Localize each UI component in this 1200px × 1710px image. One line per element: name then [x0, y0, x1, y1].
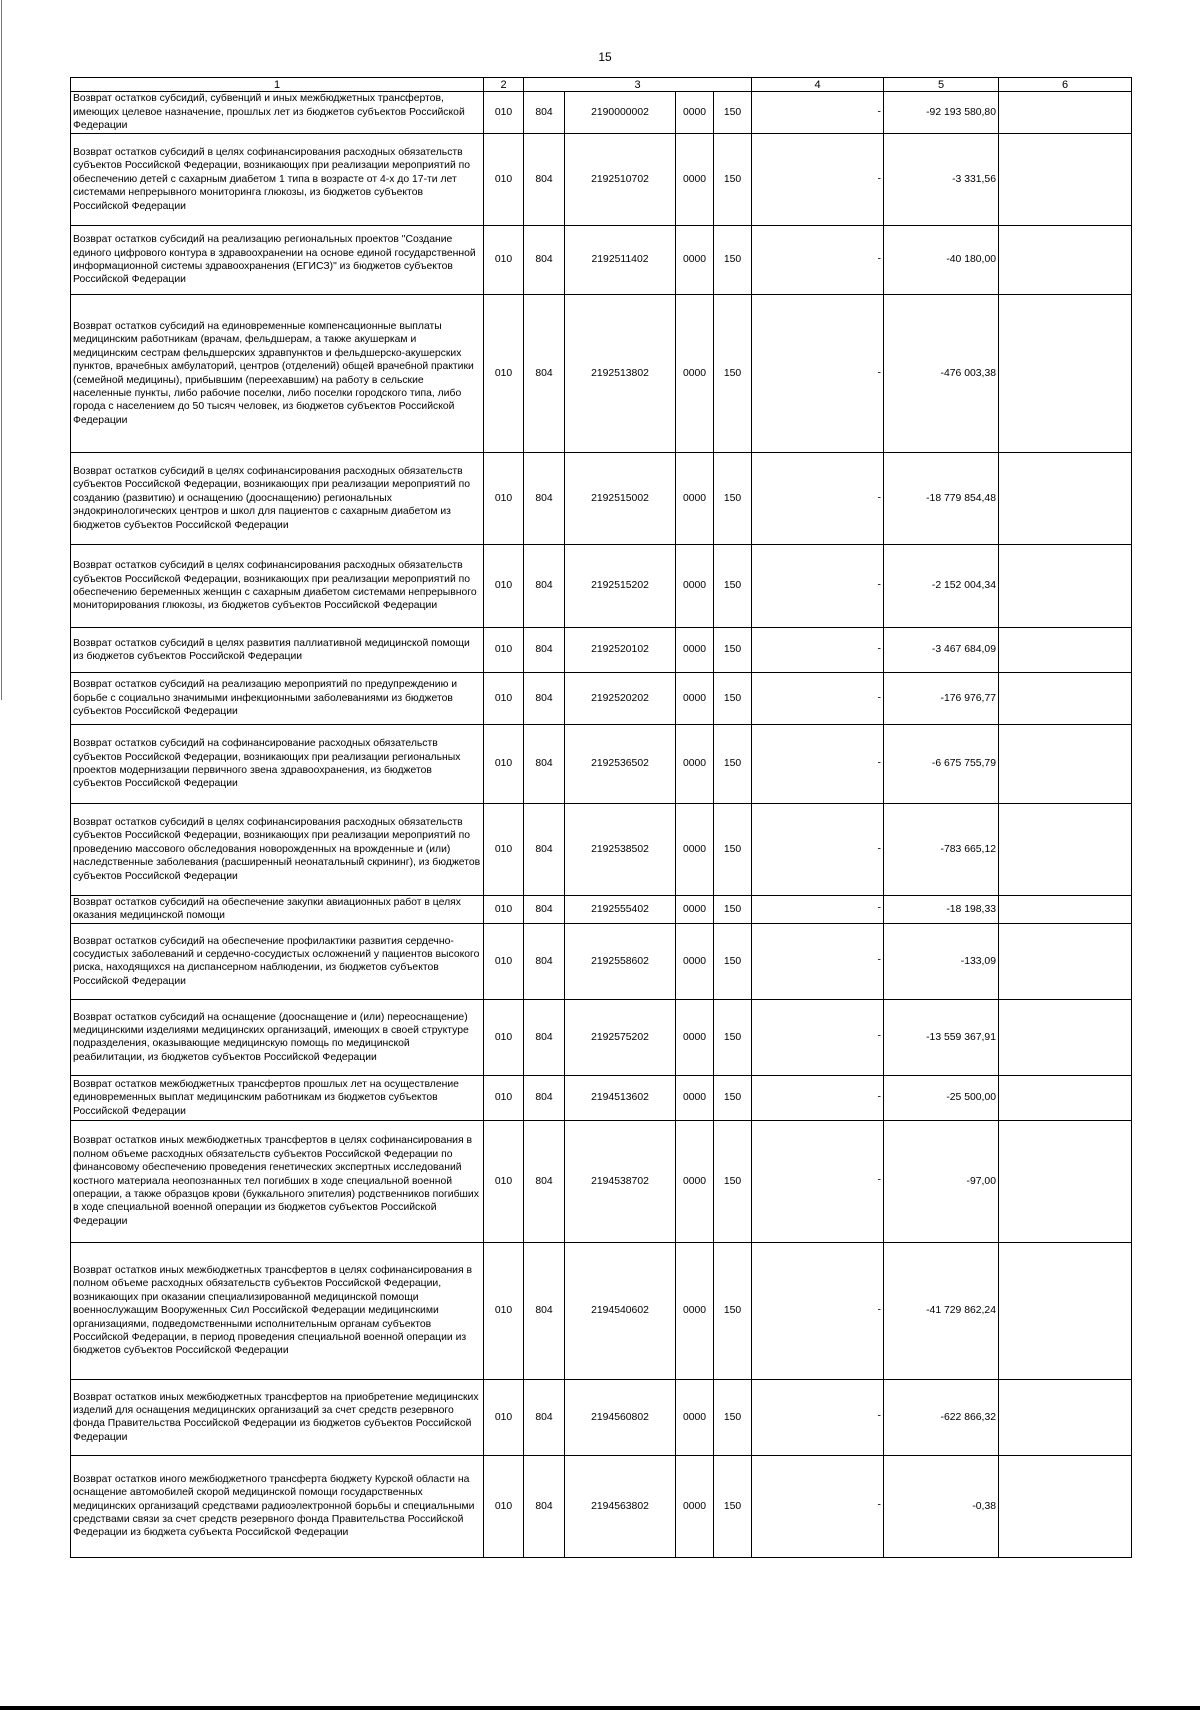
row-col6-value — [999, 1379, 1132, 1455]
header-col-3: 3 — [524, 78, 752, 92]
table-row — [71, 1242, 1132, 1379]
row-code-program: 0000 — [676, 453, 714, 545]
row-amount: -2 152 004,34 — [884, 545, 999, 628]
row-line-code: 010 — [484, 453, 524, 545]
table-row — [71, 453, 1132, 545]
row-code-admin: 804 — [524, 1379, 565, 1455]
row-col4-value — [752, 453, 884, 545]
row-description: Возврат остатков субсидий на единовременные компенсационные выплаты медицинским работникам (врачам, фельдшерам, а также акушеркам и медицинским сестрам фельдшерских здравпунктов и фельдшерско-акушерских пунктов, врачебных амбулаторий, центров (отделений) общей врачебной практики (семейной медицины), прибывшим (переехавшим) на работу в сельские населенные пункты, либо рабочие поселки, либо поселки городского типа, либо города с населением до 50 тысяч человек, из бюджетов субъектов Российской Федерации — [71, 295, 484, 453]
row-col4-value — [752, 1075, 884, 1120]
row-description: Возврат остатков субсидий на софинансирование расходных обязательств субъектов Российской Федерации, возникающих при реализации региональных проектов модернизации первичного звена здравоохранения, из бюджетов субъектов Российской Федерации — [71, 725, 484, 804]
row-code-class: 150 — [714, 453, 752, 545]
table-row — [71, 134, 1132, 226]
row-code-class: 150 — [714, 725, 752, 804]
row-code-admin: 804 — [524, 628, 565, 673]
table-row — [71, 1379, 1132, 1455]
row-code-admin: 804 — [524, 1455, 565, 1557]
row-line-code: 010 — [484, 725, 524, 804]
row-col4-value — [752, 545, 884, 628]
row-col4-value — [752, 92, 884, 134]
table-row — [71, 673, 1132, 725]
row-code-type: 2192515002 — [565, 453, 676, 545]
row-line-code: 010 — [484, 295, 524, 453]
row-code-program: 0000 — [676, 999, 714, 1075]
row-description: Возврат остатков субсидий на реализацию региональных проектов "Создание единого цифрового контура в здравоохранении на основе единой государственной информационной системы здравоохранения (ЕГИСЗ)" из бюджетов субъектов Российской Федерации — [71, 226, 484, 295]
row-code-type: 2192555402 — [565, 896, 676, 924]
row-code-type: 2192513802 — [565, 295, 676, 453]
row-description: Возврат остатков субсидий в целях развития паллиативной медицинской помощи из бюджетов субъектов Российской Федерации — [71, 628, 484, 673]
page-number: 15 — [598, 50, 612, 64]
row-col4-value — [752, 628, 884, 673]
row-code-admin: 804 — [524, 295, 565, 453]
row-description: Возврат остатков иного межбюджетного трансферта бюджету Курской области на оснащение автомобилей скорой медицинской помощи государственных медицинских организаций средствами радиоэлектронной борьбы и специальными средствами связи за счет средств резервного фонда Правительства Российской Федерации из бюджета субъекта Российской Федерации — [71, 1455, 484, 1557]
row-code-admin: 804 — [524, 92, 565, 134]
row-col6-value — [999, 134, 1132, 226]
row-col4-value — [752, 134, 884, 226]
row-code-class: 150 — [714, 226, 752, 295]
row-code-program: 0000 — [676, 896, 714, 924]
row-code-class: 150 — [714, 295, 752, 453]
row-code-class: 150 — [714, 1379, 752, 1455]
row-amount: -97,00 — [884, 1120, 999, 1242]
row-amount: -18 198,33 — [884, 896, 999, 924]
row-code-admin: 804 — [524, 923, 565, 999]
row-description: Возврат остатков иных межбюджетных трансфертов в целях софинансирования в полном объеме расходных обязательств субъектов Российской Федерации, возникающих при оказании специализированной медицинской помощи военнослужащим Вооруженных Сил Российской Федерации медицинскими организациями, подведомственными исполнительным органам субъектов Российской Федерации, в период проведения специальной военной операции из бюджетов субъектов Российской Федерации — [71, 1242, 484, 1379]
row-col6-value — [999, 1242, 1132, 1379]
row-code-class: 150 — [714, 628, 752, 673]
row-col6-value — [999, 673, 1132, 725]
table-row — [71, 92, 1132, 134]
row-line-code: 010 — [484, 999, 524, 1075]
row-amount: -3 331,56 — [884, 134, 999, 226]
row-description: Возврат остатков субсидий в целях софинансирования расходных обязательств субъектов Российской Федерации, возникающих при реализации мероприятий по обеспечению детей с сахарным диабетом 1 типа в возрасте от 4-х до 17-ти лет системами непрерывного мониторинга глюкозы, из бюджетов субъектов Российской Федерации — [71, 134, 484, 226]
row-col4-value — [752, 804, 884, 896]
header-col-5: 5 — [884, 78, 999, 92]
row-col6-value — [999, 1455, 1132, 1557]
row-amount: -622 866,32 — [884, 1379, 999, 1455]
row-amount: -18 779 854,48 — [884, 453, 999, 545]
row-code-type: 2192520202 — [565, 673, 676, 725]
row-description: Возврат остатков субсидий на обеспечение профилактики развития сердечно-сосудистых заболеваний и сердечно-сосудистых осложнений у пациентов высокого риска, находящихся на диспансерном наблюдении, из бюджетов субъектов Российской Федерации — [71, 923, 484, 999]
row-description: Возврат остатков субсидий в целях софинансирования расходных обязательств субъектов Российской Федерации, возникающих при реализации мероприятий по обеспечению беременных женщин с сахарным диабетом системами непрерывного мониторирования глюкозы, из бюджетов субъектов Российской Федерации — [71, 545, 484, 628]
row-col6-value — [999, 295, 1132, 453]
row-amount: -176 976,77 — [884, 673, 999, 725]
row-amount: -13 559 367,91 — [884, 999, 999, 1075]
row-amount: -25 500,00 — [884, 1075, 999, 1120]
table-row — [71, 295, 1132, 453]
row-code-type: 2190000002 — [565, 92, 676, 134]
row-amount: -3 467 684,09 — [884, 628, 999, 673]
row-amount: -41 729 862,24 — [884, 1242, 999, 1379]
row-description: Возврат остатков субсидий на реализацию мероприятий по предупреждению и борьбе с социально значимыми инфекционными заболеваниями из бюджетов субъектов Российской Федерации — [71, 673, 484, 725]
row-code-admin: 804 — [524, 453, 565, 545]
row-col6-value — [999, 999, 1132, 1075]
row-code-program: 0000 — [676, 804, 714, 896]
row-code-program: 0000 — [676, 1455, 714, 1557]
row-code-class: 150 — [714, 896, 752, 924]
row-description: Возврат остатков иных межбюджетных трансфертов в целях софинансирования в полном объеме расходных обязательств субъектов Российской Федерации по финансовому обеспечению проведения генетических экспертных исследований костного материала неопознанных тел погибших в ходе специальной военной операции, а также образцов крови (буккального эпителия) родственников погибших в ходе специальной военной операции из бюджетов субъектов Российской Федерации — [71, 1120, 484, 1242]
table-row — [71, 1455, 1132, 1557]
row-description: Возврат остатков субсидий на обеспечение закупки авиационных работ в целях оказания медицинской помощи — [71, 896, 484, 924]
row-code-program: 0000 — [676, 673, 714, 725]
row-code-program: 0000 — [676, 628, 714, 673]
row-amount: -40 180,00 — [884, 226, 999, 295]
table-row — [71, 804, 1132, 896]
row-amount: -783 665,12 — [884, 804, 999, 896]
row-code-program: 0000 — [676, 1075, 714, 1120]
row-description: Возврат остатков субсидий в целях софинансирования расходных обязательств субъектов Российской Федерации, возникающих при реализации мероприятий по созданию (развитию) и оснащению (дооснащению) региональных эндокринологических центров и школ для пациентов с сахарным диабетом из бюджетов субъектов Российской Федерации — [71, 453, 484, 545]
row-col6-value — [999, 545, 1132, 628]
row-code-admin: 804 — [524, 1075, 565, 1120]
row-code-type: 2192558602 — [565, 923, 676, 999]
row-col4-value — [752, 673, 884, 725]
row-description: Возврат остатков субсидий, субвенций и иных межбюджетных трансфертов, имеющих целевое назначение, прошлых лет из бюджетов субъектов Российской Федерации — [71, 92, 484, 134]
row-code-type: 2192538502 — [565, 804, 676, 896]
row-code-admin: 804 — [524, 725, 565, 804]
row-line-code: 010 — [484, 1075, 524, 1120]
row-amount: -6 675 755,79 — [884, 725, 999, 804]
row-col4-value — [752, 1455, 884, 1557]
table-row — [71, 896, 1132, 924]
row-line-code: 010 — [484, 92, 524, 134]
table-row — [71, 1120, 1132, 1242]
row-code-program: 0000 — [676, 1242, 714, 1379]
row-line-code: 010 — [484, 134, 524, 226]
header-col-2: 2 — [484, 78, 524, 92]
row-code-class: 150 — [714, 804, 752, 896]
scan-left-edge — [1, 0, 2, 700]
row-col4-value — [752, 295, 884, 453]
row-code-type: 2192515202 — [565, 545, 676, 628]
row-code-type: 2194563802 — [565, 1455, 676, 1557]
row-col4-value — [752, 1242, 884, 1379]
row-code-admin: 804 — [524, 999, 565, 1075]
row-code-admin: 804 — [524, 673, 565, 725]
row-col6-value — [999, 226, 1132, 295]
row-line-code: 010 — [484, 628, 524, 673]
row-line-code: 010 — [484, 545, 524, 628]
row-code-admin: 804 — [524, 545, 565, 628]
row-code-program: 0000 — [676, 226, 714, 295]
row-code-type: 2194560802 — [565, 1379, 676, 1455]
row-line-code: 010 — [484, 896, 524, 924]
row-col6-value — [999, 92, 1132, 134]
table-row — [71, 999, 1132, 1075]
row-code-admin: 804 — [524, 1120, 565, 1242]
row-code-program: 0000 — [676, 92, 714, 134]
row-line-code: 010 — [484, 1120, 524, 1242]
row-col6-value — [999, 628, 1132, 673]
row-description: Возврат остатков межбюджетных трансфертов прошлых лет на осуществление единовременных выплат медицинским работникам из бюджетов субъектов Российской Федерации — [71, 1075, 484, 1120]
row-code-class: 150 — [714, 1455, 752, 1557]
row-description: Возврат остатков субсидий на оснащение (дооснащение и (или) переоснащение) медицинскими изделиями медицинских организаций, имеющих в своей структуре подразделения, оказывающие медицинскую помощь по медицинской реабилитации, из бюджетов субъектов Российской Федерации — [71, 999, 484, 1075]
row-amount: -476 003,38 — [884, 295, 999, 453]
row-code-type: 2194540602 — [565, 1242, 676, 1379]
row-code-program: 0000 — [676, 923, 714, 999]
row-amount: -92 193 580,80 — [884, 92, 999, 134]
row-code-type: 2192510702 — [565, 134, 676, 226]
table-row — [71, 545, 1132, 628]
header-row — [71, 78, 1132, 92]
row-code-type: 2192575202 — [565, 999, 676, 1075]
row-line-code: 010 — [484, 673, 524, 725]
row-col4-value — [752, 226, 884, 295]
row-line-code: 010 — [484, 1379, 524, 1455]
row-line-code: 010 — [484, 923, 524, 999]
row-description: Возврат остатков субсидий в целях софинансирования расходных обязательств субъектов Российской Федерации, возникающих при реализации мероприятий по проведению массового обследования новорожденных на врожденные и (или) наследственные заболевания (расширенный неонатальный скрининг), из бюджетов субъектов Российской Федерации — [71, 804, 484, 896]
row-col6-value — [999, 1120, 1132, 1242]
budget-table — [70, 77, 1132, 1558]
row-code-program: 0000 — [676, 545, 714, 628]
row-code-class: 150 — [714, 1120, 752, 1242]
row-code-type: 2192520102 — [565, 628, 676, 673]
row-col6-value — [999, 804, 1132, 896]
row-code-class: 150 — [714, 999, 752, 1075]
header-col-6: 6 — [999, 78, 1132, 92]
row-code-type: 2192536502 — [565, 725, 676, 804]
row-code-admin: 804 — [524, 896, 565, 924]
row-col6-value — [999, 453, 1132, 545]
row-code-class: 150 — [714, 92, 752, 134]
row-col6-value — [999, 725, 1132, 804]
row-code-class: 150 — [714, 1242, 752, 1379]
row-line-code: 010 — [484, 226, 524, 295]
row-description: Возврат остатков иных межбюджетных трансфертов на приобретение медицинских изделий для оснащения медицинских организаций за счет средств резервного фонда Правительства Российской Федерации из бюджетов субъектов Российской Федерации — [71, 1379, 484, 1455]
row-code-class: 150 — [714, 673, 752, 725]
row-line-code: 010 — [484, 804, 524, 896]
table-row — [71, 725, 1132, 804]
row-code-admin: 804 — [524, 1242, 565, 1379]
row-code-program: 0000 — [676, 1379, 714, 1455]
row-code-type: 2194513602 — [565, 1075, 676, 1120]
row-code-type: 2192511402 — [565, 226, 676, 295]
row-code-admin: 804 — [524, 134, 565, 226]
row-col4-value — [752, 1379, 884, 1455]
row-code-program: 0000 — [676, 134, 714, 226]
table-row — [71, 1075, 1132, 1120]
table-row — [71, 226, 1132, 295]
row-code-admin: 804 — [524, 804, 565, 896]
table-row — [71, 923, 1132, 999]
row-line-code: 010 — [484, 1455, 524, 1557]
row-code-program: 0000 — [676, 725, 714, 804]
row-code-type: 2194538702 — [565, 1120, 676, 1242]
table-row — [71, 628, 1132, 673]
header-col-4: 4 — [752, 78, 884, 92]
row-col6-value — [999, 923, 1132, 999]
row-amount: -133,09 — [884, 923, 999, 999]
row-col6-value — [999, 896, 1132, 924]
row-col4-value — [752, 725, 884, 804]
row-code-admin: 804 — [524, 226, 565, 295]
row-code-class: 150 — [714, 1075, 752, 1120]
row-code-class: 150 — [714, 545, 752, 628]
scan-bottom-edge — [0, 1706, 1200, 1710]
row-col4-value — [752, 999, 884, 1075]
row-code-program: 0000 — [676, 295, 714, 453]
row-col4-value — [752, 896, 884, 924]
header-col-1: 1 — [71, 78, 484, 92]
row-code-class: 150 — [714, 134, 752, 226]
row-code-class: 150 — [714, 923, 752, 999]
row-line-code: 010 — [484, 1242, 524, 1379]
row-col6-value — [999, 1075, 1132, 1120]
row-col4-value — [752, 923, 884, 999]
row-amount: -0,38 — [884, 1455, 999, 1557]
row-code-program: 0000 — [676, 1120, 714, 1242]
row-col4-value — [752, 1120, 884, 1242]
